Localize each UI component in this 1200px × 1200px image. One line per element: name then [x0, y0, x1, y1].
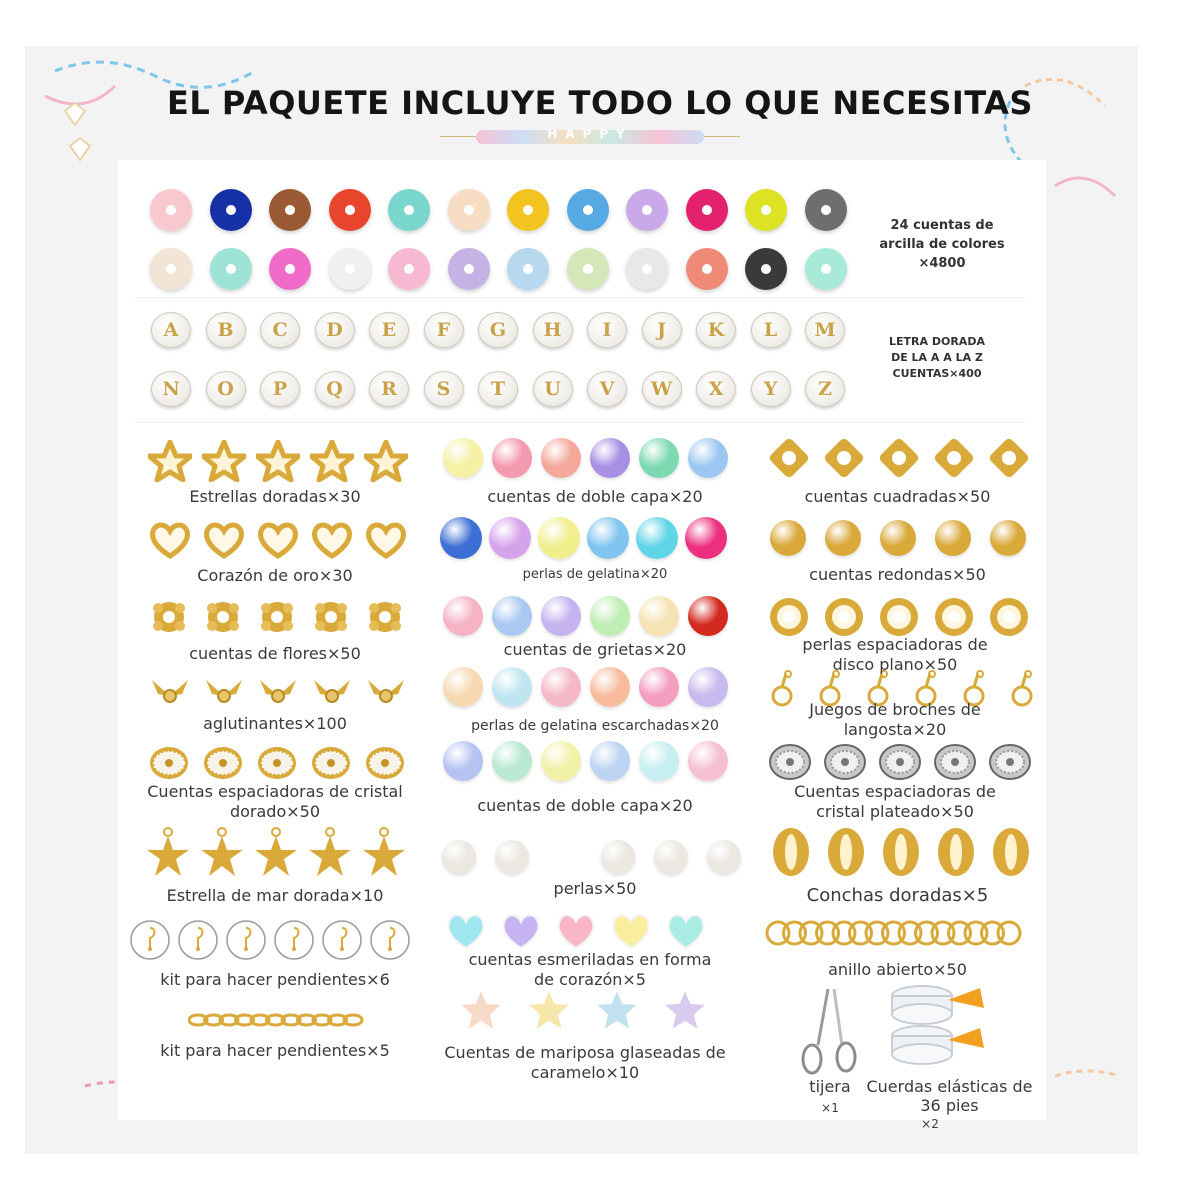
letter-bead: Z [805, 371, 845, 407]
gold-crystal-spacer [310, 744, 352, 782]
connector-charm [148, 676, 192, 706]
divider [135, 422, 1025, 423]
starfish-charm [253, 826, 299, 878]
silver-crystal-spacer [933, 742, 977, 782]
scissors-icon [798, 985, 862, 1077]
scissors-label: tijera [809, 1077, 851, 1096]
clay-bead [626, 248, 668, 290]
clay-bead [388, 189, 430, 231]
silver-crystal-spacer [768, 742, 812, 782]
lobster-clasp [768, 670, 798, 710]
flower-bead [148, 598, 190, 636]
clay-bead [269, 189, 311, 231]
clay-bead [150, 189, 192, 231]
clay-bead [448, 248, 490, 290]
letter-bead: F [424, 312, 464, 348]
letter-bead: Y [751, 371, 791, 407]
label-cuentas-de-flores: cuentas de flores×50 [189, 644, 361, 663]
jelly-bead [489, 517, 531, 559]
clay-bead [388, 248, 430, 290]
crack-bead [492, 596, 532, 636]
earring-hook [224, 918, 268, 962]
gold-crystal-spacer [364, 744, 406, 782]
label-cristal-plateado: Cuentas espaciadoras de cristal plateado×50 [794, 782, 996, 821]
double-layer-bead [688, 741, 728, 781]
pearl-bead [654, 840, 688, 874]
letter-beads-label: LETRA DORADA DE LA A A LA Z CUENTAS×400 [889, 335, 985, 380]
caramel-butterfly-bead [456, 986, 506, 1034]
connector-charm [256, 676, 300, 706]
clay-bead [210, 189, 252, 231]
gold-shell-bead [770, 826, 812, 878]
label-perlas: perlas×50 [553, 879, 637, 898]
letter-bead: E [369, 312, 409, 348]
gold-star-bead [148, 440, 192, 482]
clay-bead [686, 248, 728, 290]
starfish-charm [145, 826, 191, 878]
gold-heart-bead [202, 520, 246, 560]
label-doble-capa-1: cuentas de doble capa×20 [487, 487, 703, 506]
earring-hook [128, 918, 172, 962]
gold-crystal-spacer [256, 744, 298, 782]
connector-charm [202, 676, 246, 706]
caramel-butterfly-bead [524, 986, 574, 1034]
frosted-jelly-bead [492, 667, 532, 707]
extension-chain [188, 1010, 368, 1030]
clay-bead [448, 189, 490, 231]
jelly-bead [440, 517, 482, 559]
clay-bead [745, 189, 787, 231]
gold-star-bead [364, 440, 408, 482]
letter-bead: H [533, 312, 573, 348]
label-cristal-dorado: Cuentas espaciadoras de cristal dorado×50 [147, 782, 403, 821]
label-perlas-gelatina: perlas de gelatina×20 [522, 567, 668, 582]
double-layer-bead [492, 438, 532, 478]
double-layer-bead [443, 438, 483, 478]
gold-round-bead [825, 520, 861, 556]
double-layer-bead [541, 438, 581, 478]
pearl-bead [495, 840, 529, 874]
letter-bead: P [260, 371, 300, 407]
frosted-jelly-bead [443, 667, 483, 707]
letter-bead: X [696, 371, 736, 407]
elastic-cord-quantity: ×2 [921, 1117, 939, 1131]
crack-bead [639, 596, 679, 636]
page-title: EL PAQUETE INCLUYE TODO LO QUE NECESITAS [167, 84, 1033, 122]
starfish-charm [361, 826, 407, 878]
clay-bead [626, 189, 668, 231]
frosted-heart-bead [552, 910, 600, 952]
gold-round-bead [990, 520, 1026, 556]
earring-hook [368, 918, 412, 962]
clay-bead [805, 248, 847, 290]
flower-bead [202, 598, 244, 636]
frosted-heart-bead [662, 910, 710, 952]
clay-bead [507, 248, 549, 290]
clay-bead [745, 248, 787, 290]
letter-bead: N [151, 371, 191, 407]
clay-bead [686, 189, 728, 231]
letter-bead: V [587, 371, 627, 407]
letter-bead: G [478, 312, 518, 348]
gold-square-bead [823, 437, 865, 479]
label-kit-pendientes-6: kit para hacer pendientes×6 [160, 970, 390, 989]
gold-shell-bead [825, 826, 867, 878]
gold-heart-bead [310, 520, 354, 560]
double-layer-bead [590, 438, 630, 478]
double-layer-bead [639, 741, 679, 781]
earring-hook [320, 918, 364, 962]
lobster-clasp [1008, 670, 1038, 710]
flat-disc-spacer [988, 596, 1030, 638]
double-layer-bead [443, 741, 483, 781]
crack-bead [541, 596, 581, 636]
letter-bead: U [533, 371, 573, 407]
flat-disc-spacer [768, 596, 810, 638]
label-cuentas-redondas: cuentas redondas×50 [809, 565, 986, 584]
crack-bead [443, 596, 483, 636]
label-estrella-de-mar: Estrella de mar dorada×10 [166, 886, 384, 905]
label-anillo-abierto: anillo abierto×50 [828, 960, 967, 979]
double-layer-bead [492, 741, 532, 781]
label-conchas-doradas: Conchas doradas×5 [806, 885, 989, 906]
connector-charm [364, 676, 408, 706]
gold-star-bead [202, 440, 246, 482]
gold-shell-bead [935, 826, 977, 878]
earring-hook [272, 918, 316, 962]
frosted-heart-bead [497, 910, 545, 952]
double-layer-bead [541, 741, 581, 781]
pearl-bead [707, 840, 741, 874]
clay-bead [329, 189, 371, 231]
letter-bead: L [751, 312, 791, 348]
clay-bead [150, 248, 192, 290]
jelly-bead [538, 517, 580, 559]
starfish-charm [199, 826, 245, 878]
silver-crystal-spacer [823, 742, 867, 782]
clay-bead [805, 189, 847, 231]
letter-bead: D [315, 312, 355, 348]
letter-bead: O [206, 371, 246, 407]
clay-bead [329, 248, 371, 290]
elastic-cord-label: Cuerdas elásticas de 36 pies [866, 1077, 1033, 1115]
pearl-bead [442, 840, 476, 874]
flower-bead [364, 598, 406, 636]
letter-bead: B [206, 312, 246, 348]
gold-star-bead [256, 440, 300, 482]
jelly-bead [587, 517, 629, 559]
double-layer-bead [590, 741, 630, 781]
label-cuentas-cuadradas: cuentas cuadradas×50 [804, 487, 991, 506]
caramel-butterfly-bead [592, 986, 642, 1034]
scissors-quantity: ×1 [821, 1101, 839, 1115]
happy-banner [440, 126, 740, 148]
letter-bead: J [642, 312, 682, 348]
flat-disc-spacer [933, 596, 975, 638]
frosted-jelly-bead [590, 667, 630, 707]
letter-bead: M [805, 312, 845, 348]
divider [135, 297, 1025, 298]
frosted-jelly-bead [541, 667, 581, 707]
clay-bead [567, 189, 609, 231]
flower-bead [256, 598, 298, 636]
gold-round-bead [770, 520, 806, 556]
letter-bead: R [369, 371, 409, 407]
gold-crystal-spacer [202, 744, 244, 782]
gold-square-bead [768, 437, 810, 479]
crack-bead [590, 596, 630, 636]
label-mariposa-caramelo: Cuentas de mariposa glaseadas de caramelo×10 [444, 1043, 726, 1082]
label-disco-plano: perlas espaciadoras de disco plano×50 [802, 635, 988, 674]
label-corazon-de-oro: Corazón de oro×30 [197, 566, 353, 585]
crack-bead [688, 596, 728, 636]
gold-square-bead [878, 437, 920, 479]
clay-beads-label: 24 cuentas de arcilla de colores ×4800 [879, 218, 1005, 271]
flower-bead [310, 598, 352, 636]
frosted-jelly-bead [639, 667, 679, 707]
letter-bead: I [587, 312, 627, 348]
gold-round-bead [935, 520, 971, 556]
banner-word: HAPPY [547, 127, 633, 141]
label-doble-capa-2: cuentas de doble capa×20 [477, 796, 693, 815]
letter-bead: Q [315, 371, 355, 407]
silver-crystal-spacer [988, 742, 1032, 782]
clay-bead [210, 248, 252, 290]
label-estrellas-doradas: Estrellas doradas×30 [189, 487, 361, 506]
letter-bead: C [260, 312, 300, 348]
elastic-cord-icon [880, 978, 1000, 1078]
caramel-butterfly-bead [660, 986, 710, 1034]
frosted-jelly-bead [688, 667, 728, 707]
jelly-bead [685, 517, 727, 559]
gold-round-bead [880, 520, 916, 556]
double-layer-bead [639, 438, 679, 478]
label-cuentas-grietas: cuentas de grietas×20 [503, 640, 687, 659]
frosted-heart-bead [607, 910, 655, 952]
letter-bead: A [151, 312, 191, 348]
clay-bead [507, 189, 549, 231]
frosted-heart-bead [442, 910, 490, 952]
label-esmeriladas-corazon: cuentas esmeriladas en forma de corazón×5 [468, 950, 712, 989]
jelly-bead [636, 517, 678, 559]
gold-square-bead [933, 437, 975, 479]
label-kit-pendientes-5: kit para hacer pendientes×5 [160, 1041, 390, 1060]
starfish-charm [307, 826, 353, 878]
label-broches-langosta: Juegos de broches de langosta×20 [809, 700, 981, 739]
clay-bead [567, 248, 609, 290]
pearl-bead [601, 840, 635, 874]
flat-disc-spacer [878, 596, 920, 638]
double-layer-bead [688, 438, 728, 478]
gold-heart-bead [256, 520, 300, 560]
flat-disc-spacer [823, 596, 865, 638]
clay-bead [269, 248, 311, 290]
gold-shell-bead [880, 826, 922, 878]
gold-heart-bead [364, 520, 408, 560]
label-gelatina-escarchadas: perlas de gelatina escarchadas×20 [471, 718, 719, 734]
gold-heart-bead [148, 520, 192, 560]
letter-bead: W [642, 371, 682, 407]
earring-hook [176, 918, 220, 962]
gold-square-bead [988, 437, 1030, 479]
gold-crystal-spacer [148, 744, 190, 782]
label-aglutinantes: aglutinantes×100 [203, 714, 347, 733]
silver-crystal-spacer [878, 742, 922, 782]
gold-star-bead [310, 440, 354, 482]
letter-bead: T [478, 371, 518, 407]
letter-bead: K [696, 312, 736, 348]
open-jump-rings [765, 918, 1027, 948]
gold-shell-bead [990, 826, 1032, 878]
connector-charm [310, 676, 354, 706]
letter-bead: S [424, 371, 464, 407]
